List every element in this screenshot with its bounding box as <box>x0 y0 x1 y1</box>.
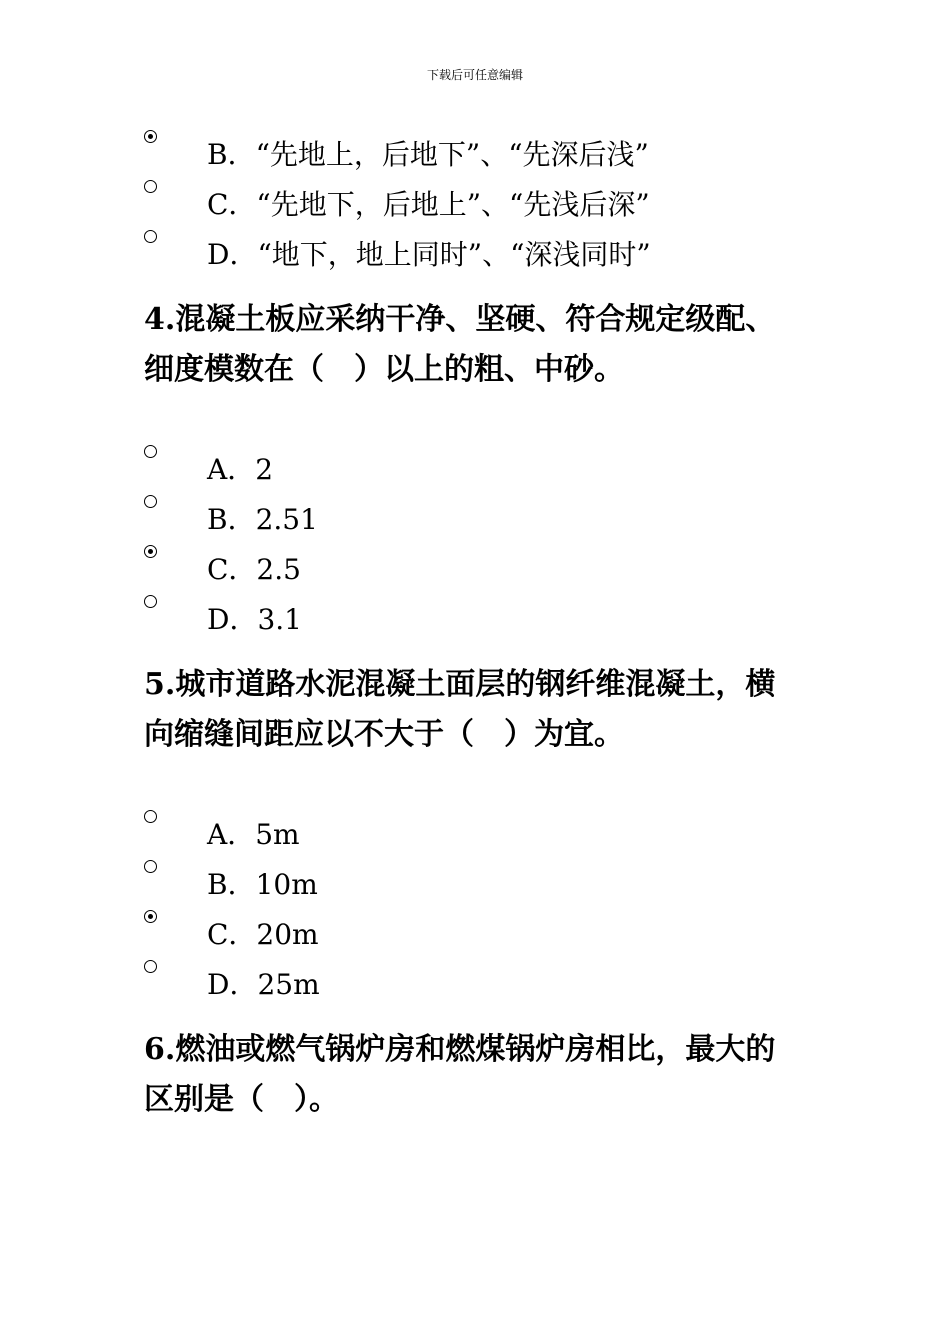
radio-q5-c[interactable] <box>144 910 157 923</box>
page-header: 下载后可任意编辑 <box>426 68 523 82</box>
question-4: 4.混凝土板应采纳干净、坚硬、符合规定级配、细度模数在（ ）以上的粗、中砂。 <box>144 302 776 387</box>
radio-q4-b[interactable] <box>144 495 157 508</box>
radio-q4-d[interactable] <box>144 595 157 608</box>
option-q5-d: D．25m <box>207 968 320 1001</box>
radio-q5-b[interactable] <box>144 860 157 873</box>
radio-q5-d[interactable] <box>144 960 157 973</box>
option-q5-b: B．10m <box>207 868 318 901</box>
option-q4-b: B．2.51 <box>207 503 318 536</box>
question-6: 6.燃油或燃气锅炉房和燃煤锅炉房相比，最大的区别是（ ）。 <box>144 1032 776 1117</box>
option-q3-d: D．“地下，地上同时”、“深浅同时” <box>207 238 651 271</box>
radio-q4-c[interactable] <box>144 545 157 558</box>
option-q4-a: A．2 <box>207 453 274 486</box>
radio-q3-c[interactable] <box>144 180 157 193</box>
option-q4-d: D．3.1 <box>207 603 302 636</box>
radio-q3-b[interactable] <box>144 130 157 143</box>
radio-q3-d[interactable] <box>144 230 157 243</box>
option-q5-a: A．5m <box>207 818 300 851</box>
question-5: 5.城市道路水泥混凝土面层的钢纤维混凝土，横向缩缝间距应以不大于（ ）为宜。 <box>144 667 776 752</box>
radio-q5-a[interactable] <box>144 810 157 823</box>
option-q4-c: C．2.5 <box>207 553 301 586</box>
option-q3-c: C．“先地下，后地上”、“先浅后深” <box>207 188 650 221</box>
option-q5-c: C．20m <box>207 918 319 951</box>
radio-q4-a[interactable] <box>144 445 157 458</box>
option-q3-b: B．“先地上，后地下”、“先深后浅” <box>207 138 649 171</box>
